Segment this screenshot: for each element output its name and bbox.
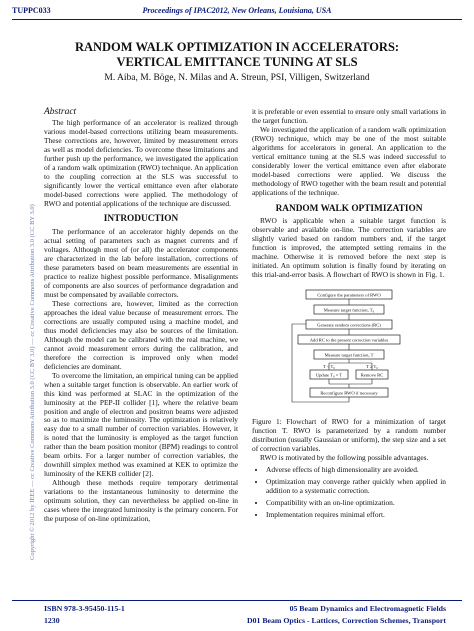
- advantages-list: [252, 466, 446, 520]
- flow-configure-label: Configure the parameters of RWO: [317, 292, 381, 298]
- list-item: • Implementation requires minimal effort.: [266, 511, 446, 520]
- intro-paragraph-2: These corrections are, however, limited as the correction approaches the ideal value because of measurement errors. The corrections are usually computed using a machine model, and thus model deficiencies may also be sources of the limitation. Although the model can be calibrated with the real machine, we cannot avoid measurement errors during the calibration, and therefore the correction is improved only when model deficiencies are dominant.: [44, 299, 238, 371]
- figure-1-caption: Figure 1: Flowchart of RWO for a minimization of target function T. RWO is parameterized by a random number distribution (usually Gaussian or uniform), the step size and a set of correction variables.: [252, 417, 446, 454]
- list-item: • Adverse effects of high dimensionality are avoided.: [266, 466, 446, 475]
- list-item: • Optimization may converge rather quickly when applied in addition to a systematic correction.: [266, 478, 446, 496]
- paper-id: TUPPC033: [12, 6, 51, 15]
- list-item: • Compatibility with an on-line optimization.: [266, 499, 446, 508]
- rwo-paragraph: RWO is applicable when a suitable target function is observable and available on-line. The correction variables are slightly varied based on random numbers and, if the target function is improved, the attempted setting remains in the machine. Otherwise it is removed before the next step is initiated. An optimum solution is finally found by iterating on this trial-and-error basis. A flowchart of RWO is shown in Fig. 1.: [252, 216, 446, 280]
- footer-rule: [12, 600, 462, 601]
- introduction-heading: INTRODUCTION: [103, 214, 179, 225]
- session-title: D01 Beam Optics - Lattices, Correction Schemes, Transport: [246, 616, 446, 625]
- copyright-side-notice: Copyright © 2012 by IEEE — cc Creative Commons Attribution 3.0 (CC BY 3.0) — cc Creative Commons Attribution 3.0 (CC BY 3.0): [29, 204, 36, 560]
- track-title: 05 Beam Dynamics and Electromagnetic Fields: [289, 604, 446, 613]
- intro-paragraph-3: To overcome the limitation, an empirical tuning can be applied when a suitable target function is observable. An earlier work of this kind was performed at SLAC in the optimization of the luminosity at the PEP-II collider [1], where the relative beam position and angle of electron and positron beams were adjusted so as to maximize the luminosity. The optimization is relatively easy due to a small number of correction variables. However, it is noted that the luminosity is employed as the target function rather than the beam position monitor (BPM) readings to control beam orbits. For a larger number of correction variables, the downhill simplex method was examined at KEK to optimize the luminosity of the KEKB collider [2].: [44, 370, 238, 479]
- flow-remove-label: Remove RC: [360, 372, 384, 378]
- proceedings-title: Proceedings of IPAC2012, New Orleans, Louisiana, USA: [142, 6, 332, 15]
- flow-generate-label: Generate random corrections (RC): [317, 322, 381, 328]
- flow-condition-no: T ≥ T₀: [366, 364, 378, 370]
- flow-add-rc-label: Add RC to the present correction variables: [309, 337, 389, 343]
- flow-condition-yes: T < T₀: [323, 364, 335, 370]
- left-column: [44, 108, 238, 524]
- author-list: M. Aiba, M. Böge, N. Milas and A. Streun, PSI, Villigen, Switzerland: [104, 73, 370, 83]
- paper-title: [20, 40, 454, 70]
- rwo-heading: RANDOM WALK OPTIMIZATION: [275, 203, 423, 214]
- intro-paragraph-4: Although these methods require temporary detrimental variations to the instantaneous luminosity to determine the optimum solution, they can nevertheless be applied on-line in cases where the integrated luminosity is the primary concern. For the purpose of on-line optimization,: [44, 478, 238, 523]
- flow-reconfigure-label: Reconfigure RWO if necessary: [320, 390, 378, 396]
- page-header: [12, 5, 462, 19]
- rwo-flowchart-figure: [252, 286, 446, 414]
- intro-paragraph-5: We investigated the application of a random walk optimization (RWO) technique, which may be one of the most suitable algorithms for accelerators in general. An application to the vertical emittance tuning at the SLS was indeed successful to considerably lower the vertical emittance even after elaborate model-based corrections were applied. We discuss the methodology of RWO together with the beam result and potential applications of the technique.: [252, 124, 446, 197]
- intro-paragraph-1: The performance of an accelerator highly depends on the actual setting of parameters such as magnet currents and rf voltages. Although most of (or all) the accelerator components are characterized in the lab before installation, corrections of these parameters based on beam measurements are essential in practice to realize highest possible performance. Misalignments of components are also sources of performance degradation and must be compensated by available correctors.: [44, 227, 238, 300]
- isbn: ISBN 978-3-95450-115-1: [44, 604, 125, 613]
- title-line-1: RANDOM WALK OPTIMIZATION IN ACCELERATORS:: [74, 40, 400, 54]
- page-number: 1230: [44, 616, 60, 625]
- header-rule: [12, 19, 462, 20]
- rwo-flowchart: [252, 286, 446, 414]
- flow-update-label: Update T₀ = T: [315, 372, 343, 378]
- title-line-2: VERTICAL EMITTANCE TUNING AT SLS: [116, 55, 358, 69]
- right-column: [252, 108, 446, 523]
- abstract-text: The high performance of an accelerator is realized through various model-based corrections utilizing beam measurements. These corrections are, however, limited by measurement errors as well as model deficiencies. To overcome these limitations and further push up the performance, we investigated the application of a random walk optimization (RWO) technique. An application to the coupling correction at the SLS was successful to significantly lower the vertical emittance even after elaborate model-based corrections were applied. The methodology of RWO and potential applications of the technique are discussed.: [44, 117, 238, 208]
- flow-measure-t0-label: Measure target function, T₀: [323, 307, 375, 313]
- continuation-text: it is preferable or even essential to ensure only small variations in the target function.: [252, 107, 446, 125]
- abstract-heading: Abstract: [44, 107, 77, 117]
- flow-measure-t-label: Measure target function, T: [324, 352, 374, 358]
- motivation-text: RWO is motivated by the following possible advantages.: [260, 452, 429, 462]
